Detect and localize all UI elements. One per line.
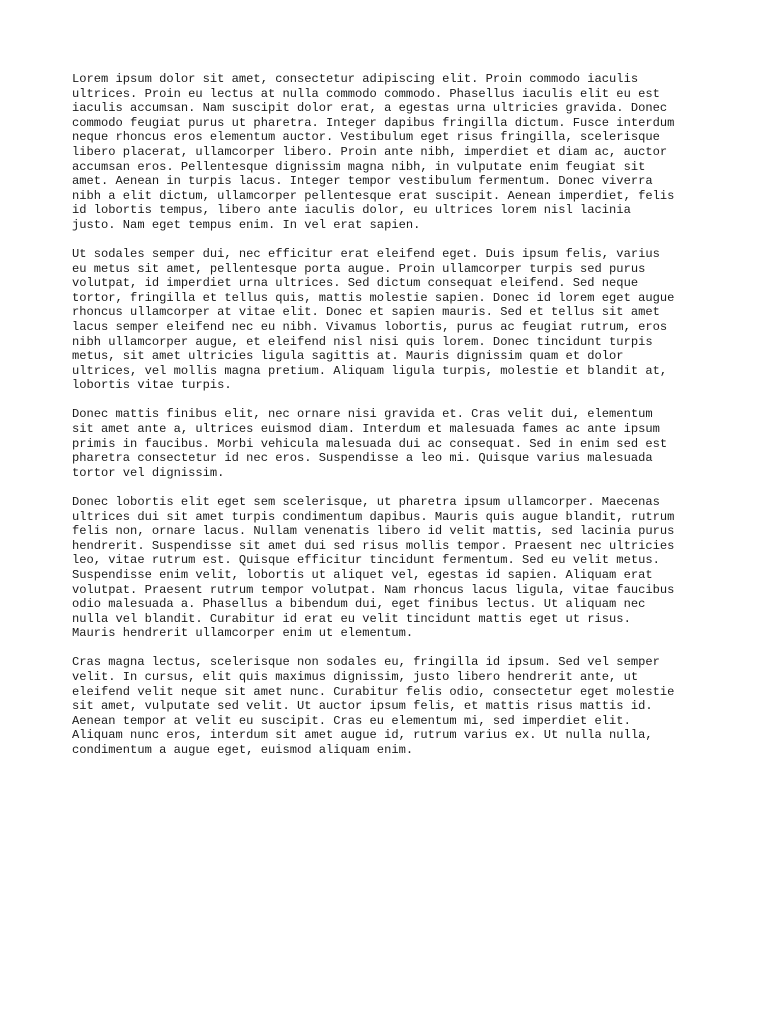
paragraph-1: Lorem ipsum dolor sit amet, consectetur adipiscing elit. Proin commodo iaculis ultrices. Proin eu lectus at nulla commodo commodo. Phasellus iaculis elit eu est iaculis accumsan. Nam suscipit dolor erat, a egestas urna ultricies gravida. Donec commodo feugiat purus ut pharetra. Integer dapibus fringilla dictum. Fusce interdum neque rhoncus eros elementum auctor. Vestibulum eget risus fringilla, scelerisque libero placerat, ullamcorper libero. Proin ante nibh, imperdiet et diam ac, auctor accumsan eros. Pellentesque dignissim magna nibh, in vulputate enim feugiat sit amet. Aenean in turpis lacus. Integer tempor vestibulum fermentum. Donec viverra nibh a elit dictum, ullamcorper pellentesque erat suscipit. Aenean imperdiet, felis id lobortis tempus, libero ante iaculis dolor, eu ultrices lorem nisl lacinia justo. Nam eget tempus enim. In vel erat sapien. (72, 72, 675, 232)
paragraph-4: Donec lobortis elit eget sem scelerisque, ut pharetra ipsum ullamcorper. Maecenas ultrices dui sit amet turpis condimentum dapibus. Mauris quis augue blandit, rutrum felis non, ornare lacus. Nullam venenatis libero id velit mattis, sed lacinia purus hendrerit. Suspendisse sit amet dui sed risus mollis tempor. Praesent nec ultricies leo, vitae rutrum est. Quisque efficitur tincidunt fermentum. Sed eu velit metus. Suspendisse enim velit, lobortis ut aliquet vel, egestas id sapien. Aliquam erat volutpat. Praesent rutrum tempor volutpat. Nam rhoncus lacus ligula, vitae faucibus odio malesuada a. Phasellus a bibendum dui, eget finibus lectus. Ut aliquam nec nulla vel blandit. Curabitur id erat eu velit tincidunt mattis eget ut risus. Mauris hendrerit ullamcorper enim ut elementum. (72, 494, 675, 641)
paragraph-3: Donec mattis finibus elit, nec ornare nisi gravida et. Cras velit dui, elementum sit amet ante a, ultrices euismod diam. Interdum et malesuada fames ac ante ipsum primis in faucibus. Morbi vehicula malesuada dui ac consequat. Sed in enim sed est pharetra consectetur id nec eros. Suspendisse a leo mi. Quisque varius malesuada tortor vel dignissim. (72, 407, 668, 480)
document-body (72, 72, 702, 772)
paragraph-2: Ut sodales semper dui, nec efficitur erat eleifend eget. Duis ipsum felis, varius eu metus sit amet, pellentesque porta augue. Proin ullamcorper turpis sed purus volutpat, id imperdiet urna ultrices. Sed dictum consequat eleifend. Sed neque tortor, fringilla et tellus quis, mattis molestie sapien. Donec id lorem eget augue rhoncus ullamcorper at vitae elit. Donec et sapien mauris. Sed et tellus sit amet lacus semper eleifend nec eu nibh. Vivamus lobortis, purus ac feugiat rutrum, eros nibh ullamcorper augue, et eleifend nisl nisi quis lorem. Donec tincidunt turpis metus, sit amet ultricies ligula sagittis at. Mauris dignissim quam et dolor ultrices, vel mollis magna pretium. Aliquam ligula turpis, molestie et blandit at, lobortis vitae turpis. (72, 247, 675, 393)
paragraph-5: Cras magna lectus, scelerisque non sodales eu, fringilla id ipsum. Sed vel semper velit. In cursus, elit quis maximus dignissim, justo libero hendrerit ante, ut eleifend velit neque sit amet nunc. Curabitur felis odio, consectetur eget molestie sit amet, vulputate sed velit. Ut auctor ipsum felis, et mattis risus mattis id. Aenean tempor at velit eu suscipit. Cras eu elementum mi, sed imperdiet elit. Aliquam nunc eros, interdum sit amet augue id, rutrum varius ex. Ut nulla nulla, condimentum a augue eget, euismod aliquam enim. (72, 655, 675, 757)
